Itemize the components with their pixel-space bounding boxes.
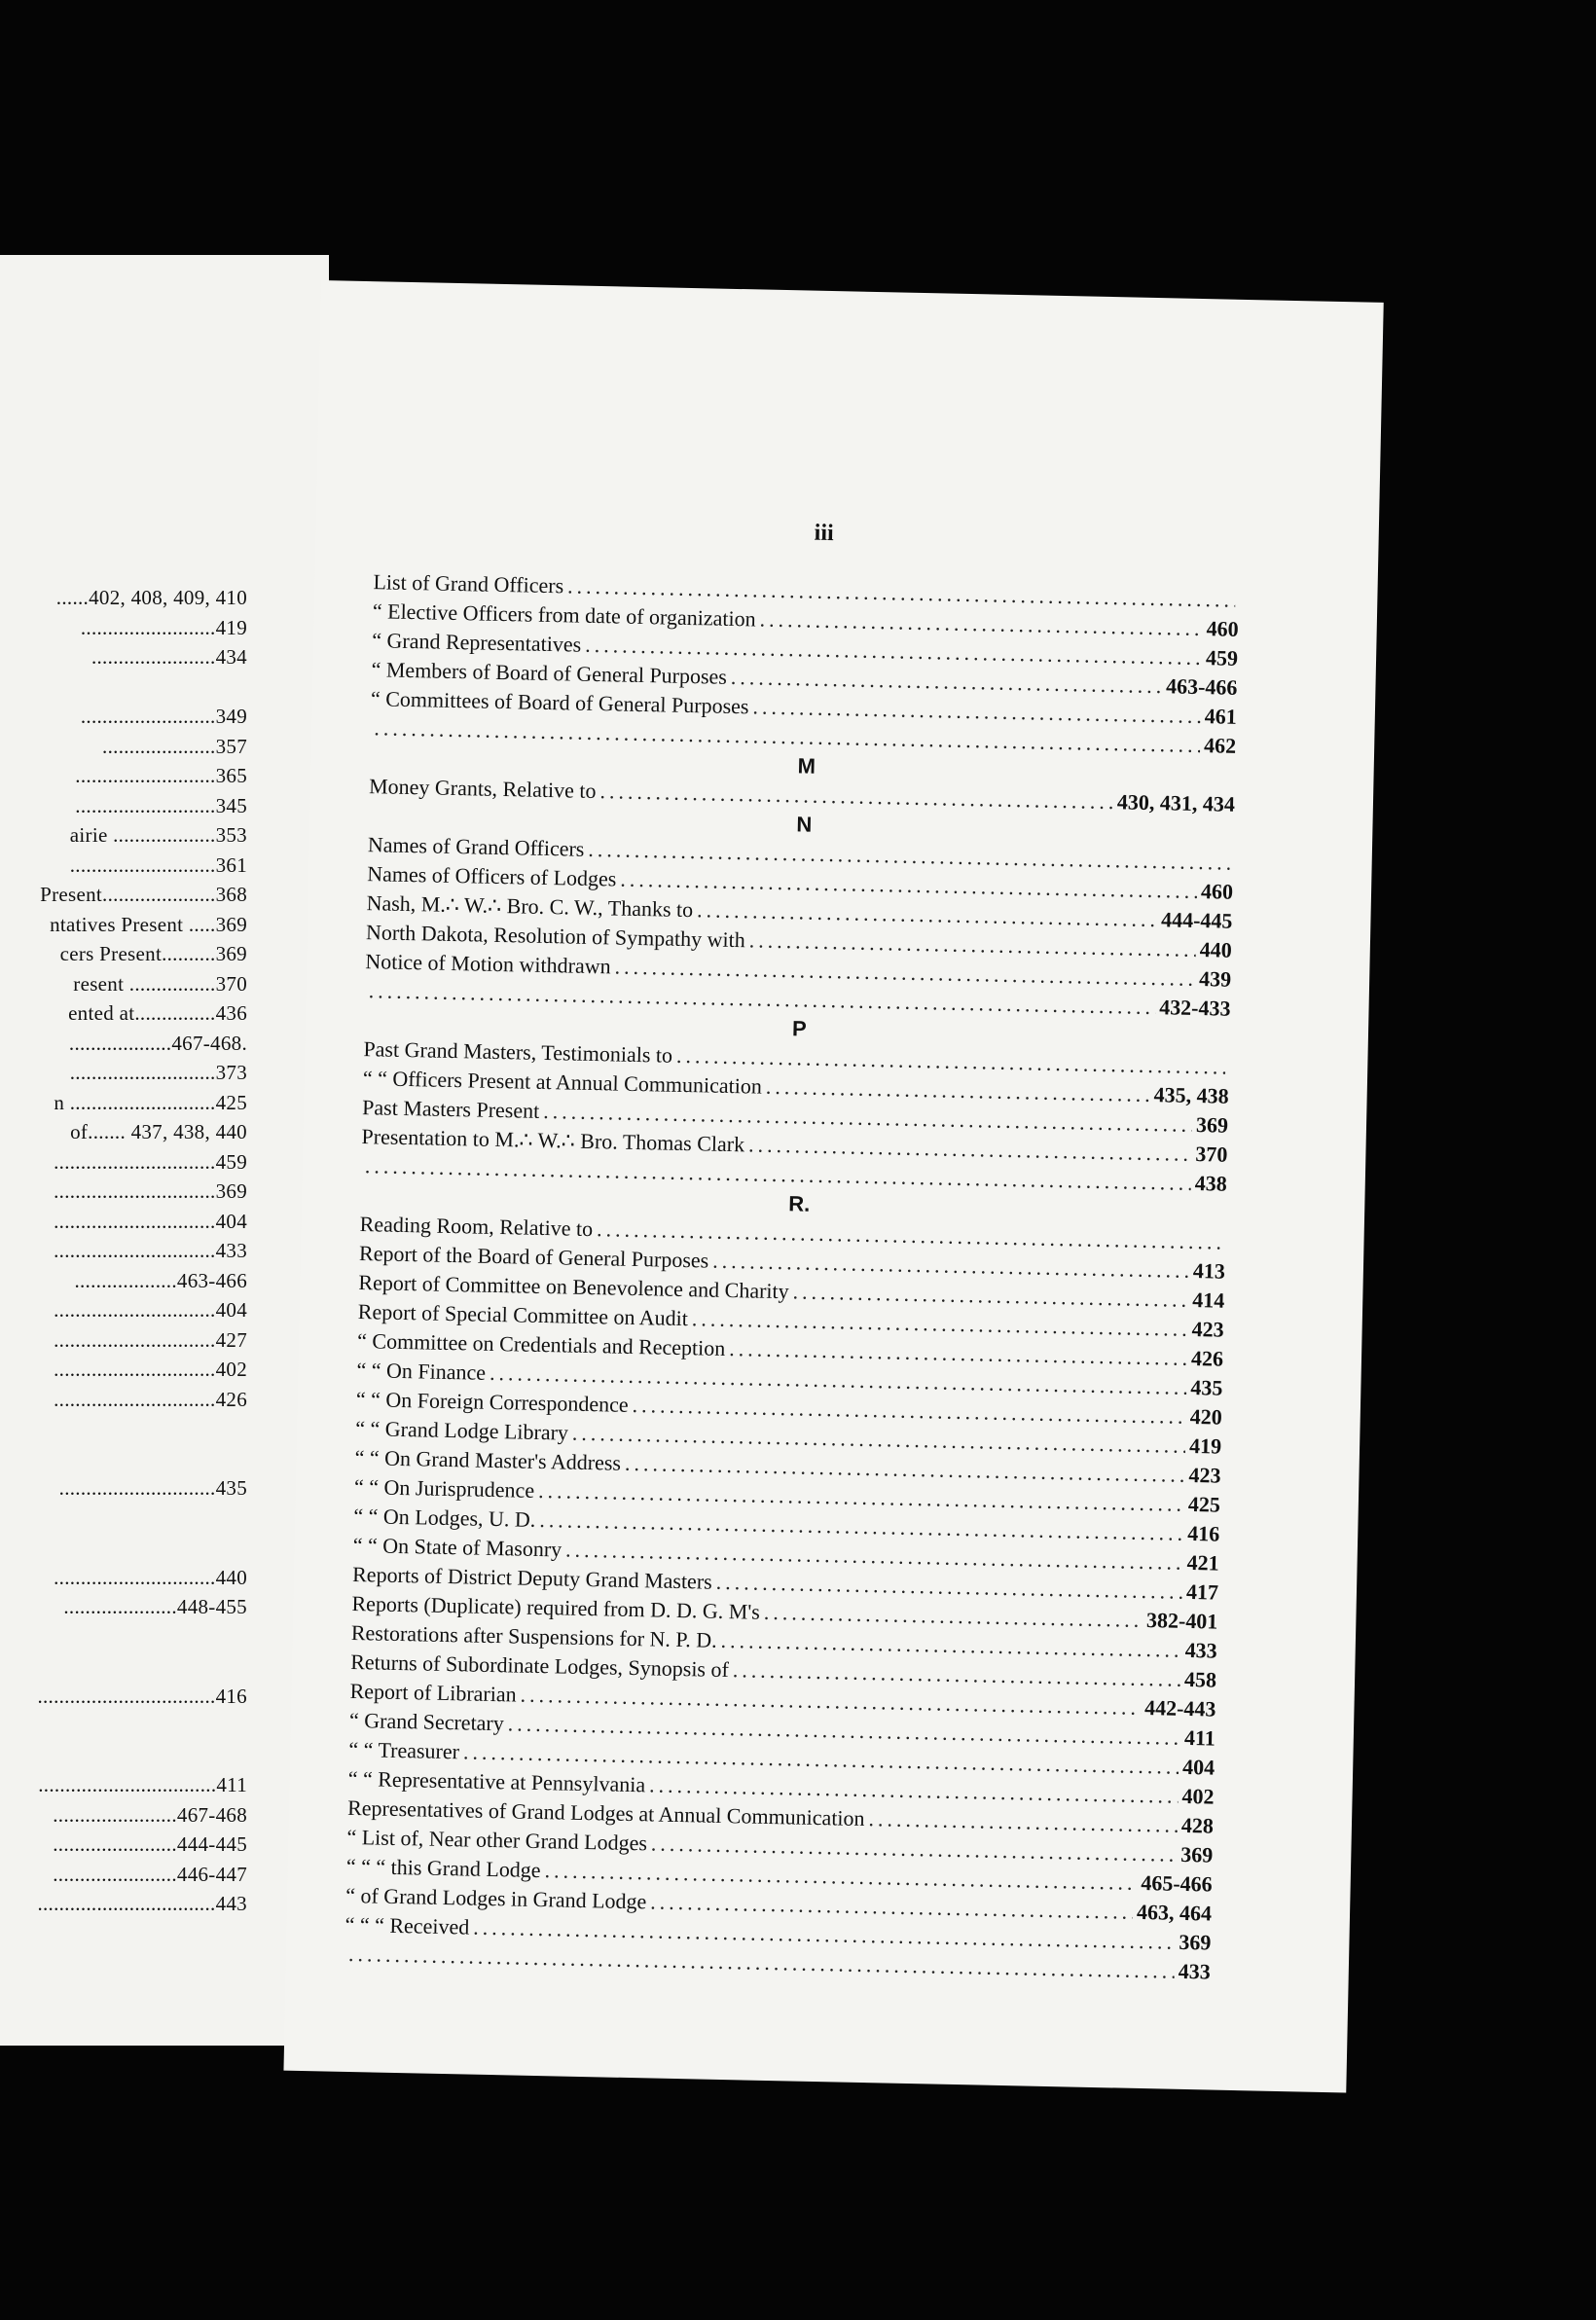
entry-label: “ Elective Officers from date of organization: [372, 598, 756, 632]
left-index-entry: ..............................426: [54, 1387, 247, 1411]
entry-label: Report of Committee on Benevolence and Charity: [358, 1270, 789, 1304]
entry-label: “ “ On State of Masonry: [352, 1532, 562, 1562]
entry-label: Restorations after Suspensions for N. P. D.: [350, 1619, 717, 1652]
entry-page-ref: 438: [1194, 1171, 1228, 1196]
left-index-entry: ntatives Present .....369: [50, 912, 247, 936]
left-index-entry: ..............................369: [54, 1179, 247, 1203]
left-index-entry: resent ................370: [73, 971, 247, 996]
entry-page-ref: 460: [1206, 616, 1239, 641]
entry-page-ref: 425: [1187, 1491, 1221, 1517]
left-index-entry: ...................467-468.: [68, 1031, 247, 1055]
left-index-entry: ..............................440: [54, 1565, 247, 1589]
entry-page-ref: 432-433: [1158, 995, 1231, 1021]
entry-page-ref: 435: [1190, 1374, 1223, 1400]
left-index-entry: ..............................402: [54, 1358, 247, 1381]
left-page: [0, 255, 329, 2046]
left-index-entry: .........................419: [80, 615, 247, 639]
section-heading: R.: [787, 1191, 811, 1216]
entry-page-ref: 382-401: [1145, 1608, 1218, 1634]
leader-dots: [599, 779, 1113, 815]
entry-page-ref: 458: [1183, 1666, 1217, 1692]
entry-label: “ “ On Jurisprudence: [353, 1473, 535, 1503]
entry-label: Report of the Board of General Purposes: [358, 1241, 709, 1273]
left-index-entry: .................................416: [37, 1684, 247, 1708]
entry-page-ref: 370: [1195, 1142, 1228, 1167]
entry-page-ref: 402: [1181, 1783, 1215, 1809]
left-index-entry: cers Present..........369: [59, 942, 247, 965]
entry-page-ref: 461: [1204, 704, 1238, 729]
left-index-entry: airie ...................353: [69, 823, 247, 847]
left-index-entry: .......................444-445: [53, 1832, 247, 1856]
entry-label: Past Grand Masters, Testimonials to: [363, 1036, 673, 1068]
entry-label: “ “ On Grand Master's Address: [354, 1444, 622, 1475]
left-index-entry: .................................411: [38, 1773, 247, 1796]
entry-label: List of Grand Officers: [373, 569, 564, 598]
entry-page-ref: 463, 464: [1136, 1899, 1213, 1926]
section-heading: N: [796, 812, 813, 837]
entry-page-ref: 419: [1188, 1432, 1222, 1459]
entry-label: “ Committee on Credentials and Reception: [356, 1328, 726, 1360]
left-index-entry: ..............................427: [54, 1327, 247, 1352]
entry-label: Representatives of Grand Lodges at Annual Communication: [346, 1794, 865, 1831]
left-index-entry: ..........................345: [75, 793, 247, 817]
entry-label: Notice of Motion withdrawn: [365, 949, 611, 979]
left-index-entry: ..........................365: [75, 764, 247, 787]
entry-label: North Dakota, Resolution of Sympathy with: [365, 920, 746, 953]
entry-label: Returns of Subordinate Lodges, Synopsis of: [350, 1649, 730, 1683]
left-index-entry: .......................434: [91, 645, 247, 669]
entry-page-ref: 435, 438: [1153, 1082, 1229, 1108]
entry-label: “ Committees of Board of General Purposes: [370, 686, 749, 719]
entry-page-ref: 442-443: [1143, 1695, 1216, 1722]
section-heading: M: [797, 753, 816, 779]
entry-page-ref: 369: [1179, 1929, 1212, 1955]
entry-page-ref: 423: [1191, 1316, 1224, 1342]
entry-page-ref: 420: [1189, 1403, 1223, 1430]
entry-page-ref: 433: [1178, 1958, 1212, 1984]
entry-page-ref: 439: [1198, 966, 1232, 992]
entry-page-ref: 416: [1186, 1520, 1220, 1546]
entry-label: “ “ Officers Present at Annual Communication: [362, 1066, 763, 1099]
entry-label: Reports (Duplicate) required from D. D. G. M's: [351, 1590, 761, 1624]
entry-page-ref: 430, 431, 434: [1116, 789, 1236, 816]
right-page: [283, 280, 1383, 2092]
entry-page-ref: 414: [1191, 1287, 1225, 1313]
entry-page-ref: 465-466: [1141, 1870, 1213, 1897]
left-index-entry: ..............................404: [54, 1209, 247, 1233]
left-index-entry: .........................349: [80, 705, 247, 728]
left-index-entry: ...........................373: [69, 1061, 247, 1084]
entry-label: Nash, M.∴ W.∴ Bro. C. W., Thanks to: [366, 890, 694, 923]
left-index-entry: .............................435: [58, 1476, 247, 1500]
left-index-entry: .......................467-468: [53, 1802, 247, 1827]
entry-page-ref: 460: [1200, 879, 1234, 904]
entry-label: Past Masters Present: [361, 1095, 540, 1123]
left-index-entry: of....... 437, 438, 440: [70, 1120, 247, 1143]
entry-label: “ “ Grand Lodge Library: [355, 1416, 569, 1445]
entry-label: “ “ “ Received: [345, 1911, 470, 1939]
entry-page-ref: 369: [1195, 1112, 1229, 1138]
entry-label: “ “ “ this Grand Lodge: [345, 1853, 541, 1883]
entry-label: Money Grants, Relative to: [368, 774, 597, 804]
left-index-entry: ..............................404: [54, 1298, 247, 1322]
entry-page-ref: 433: [1184, 1637, 1217, 1663]
entry-page-ref: 463-466: [1165, 673, 1238, 700]
left-index-entry: ented at...............436: [68, 1001, 247, 1025]
left-index-entry: ...........................361: [69, 852, 247, 877]
left-index-entry: .......................446-447: [53, 1862, 247, 1886]
left-index-entry: n ...........................425: [54, 1090, 247, 1114]
entry-label: Names of Grand Officers: [367, 832, 585, 861]
entry-page-ref: 428: [1180, 1812, 1215, 1838]
left-index-entry: .................................443: [37, 1892, 247, 1915]
entry-page-ref: 459: [1205, 645, 1239, 671]
leader-dots: [868, 1806, 1178, 1838]
entry-label: “ “ On Finance: [356, 1358, 487, 1385]
entry-page-ref: 417: [1185, 1578, 1219, 1605]
entry-page-ref: 444-445: [1160, 907, 1233, 933]
entry-label: “ “ Representative at Pennsylvania: [347, 1765, 646, 1797]
entry-page-ref: 462: [1203, 733, 1237, 758]
entry-label: Names of Officers of Lodges: [366, 861, 617, 891]
entry-label: “ “ On Foreign Correspondence: [355, 1387, 629, 1417]
entry-label: Presentation to M.∴ W.∴ Bro. Thomas Clark: [361, 1124, 745, 1157]
entry-label: “ Grand Secretary: [348, 1707, 505, 1736]
entry-page-ref: 369: [1180, 1841, 1214, 1867]
entry-page-ref: 440: [1199, 937, 1233, 962]
entry-page-ref: 423: [1188, 1462, 1221, 1488]
left-index-entry: ...................463-466: [74, 1268, 247, 1292]
entry-page-ref: 411: [1183, 1724, 1216, 1751]
entry-page-ref: 404: [1181, 1754, 1215, 1780]
entry-label: “ List of, Near other Grand Lodges: [346, 1824, 648, 1856]
left-index-entry: .....................357: [102, 734, 247, 758]
entry-page-ref: 426: [1190, 1345, 1224, 1371]
entry-label: Report of Librarian: [349, 1678, 517, 1707]
page-number: iii: [814, 520, 834, 547]
left-index-entry: Present.....................368: [40, 883, 247, 906]
entry-label: “ “ On Lodges, U. D.: [353, 1503, 536, 1532]
left-index-entry: ......402, 408, 409, 410: [55, 586, 247, 609]
entry-label: Reading Room, Relative to: [359, 1212, 594, 1242]
left-index-entry: ..............................433: [54, 1239, 247, 1262]
entry-label: “ Grand Representatives: [372, 628, 582, 657]
entry-label: “ of Grand Lodges in Grand Lodge: [345, 1882, 647, 1914]
entry-label: “ “ Treasurer: [348, 1736, 460, 1764]
entry-label: “ Members of Board of General Purposes: [371, 657, 728, 689]
entry-page-ref: 413: [1192, 1257, 1226, 1284]
entry-label: Report of Special Committee on Audit: [357, 1299, 689, 1331]
left-index-entry: ..............................459: [54, 1149, 247, 1174]
entry-label: Reports of District Deputy Grand Masters: [351, 1561, 713, 1594]
entry-page-ref: 421: [1186, 1549, 1219, 1576]
left-index-entry: .....................448-455: [63, 1595, 247, 1618]
section-heading: P: [791, 1016, 807, 1041]
